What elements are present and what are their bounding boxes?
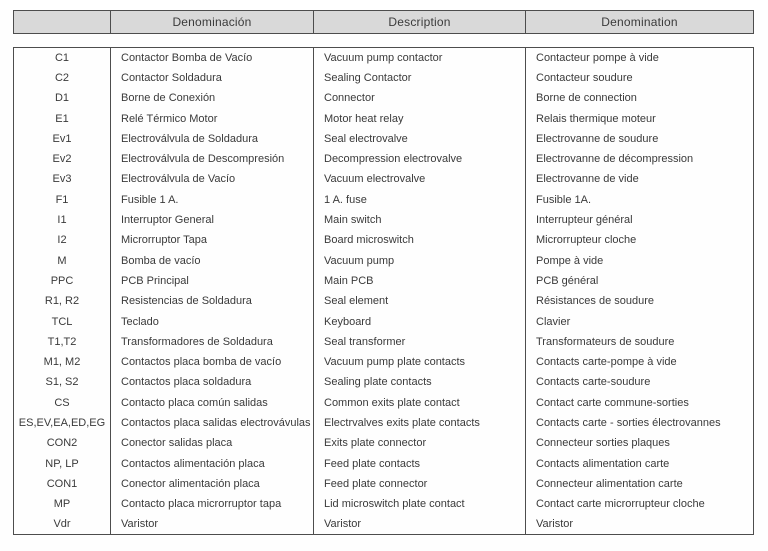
legend-body-table (13, 47, 754, 535)
table-row (14, 311, 754, 331)
cell-english: Connector (314, 88, 526, 108)
cell-english: Motor heat relay (314, 108, 526, 128)
cell-english: Seal transformer (314, 332, 526, 352)
cell-english: Lid microswitch plate contact (314, 494, 526, 514)
table-row (14, 413, 754, 433)
cell-english: Electrvalves exits plate contacts (314, 413, 526, 433)
cell-french: Contacts carte-soudure (526, 372, 754, 392)
cell-english: Seal element (314, 291, 526, 311)
cell-english: Board microswitch (314, 230, 526, 250)
cell-code: Ev3 (14, 169, 111, 189)
cell-english: Main switch (314, 210, 526, 230)
cell-french: Pompe à vide (526, 250, 754, 270)
table-row (14, 433, 754, 453)
cell-english: Vacuum pump contactor (314, 48, 526, 68)
cell-code: S1, S2 (14, 372, 111, 392)
cell-code: CON1 (14, 474, 111, 494)
cell-code: T1,T2 (14, 332, 111, 352)
cell-spanish: Electroválvula de Vacío (111, 169, 314, 189)
table-row (14, 514, 754, 534)
table-row (14, 149, 754, 169)
table-row (14, 108, 754, 128)
cell-spanish: PCB Principal (111, 271, 314, 291)
table-row (14, 453, 754, 473)
cell-french: Contacts alimentation carte (526, 453, 754, 473)
cell-code: Ev2 (14, 149, 111, 169)
cell-spanish: Interruptor General (111, 210, 314, 230)
cell-french: PCB général (526, 271, 754, 291)
cell-spanish: Relé Térmico Motor (111, 108, 314, 128)
cell-english: Common exits plate contact (314, 393, 526, 413)
table-row (14, 230, 754, 250)
table-row (14, 169, 754, 189)
cell-spanish: Microrruptor Tapa (111, 230, 314, 250)
cell-spanish: Contacto placa microrruptor tapa (111, 494, 314, 514)
cell-french: Varistor (526, 514, 754, 534)
header-row (14, 11, 754, 34)
cell-spanish: Teclado (111, 311, 314, 331)
cell-spanish: Contactor Soldadura (111, 68, 314, 88)
cell-english: Feed plate contacts (314, 453, 526, 473)
header-cell-denominacion: Denominación (111, 11, 314, 34)
cell-french: Electrovanne de décompression (526, 149, 754, 169)
cell-french: Electrovanne de soudure (526, 129, 754, 149)
header-cell-description: Description (314, 11, 526, 34)
cell-english: Exits plate connector (314, 433, 526, 453)
cell-english: Vacuum electrovalve (314, 169, 526, 189)
cell-spanish: Contactor Bomba de Vacío (111, 48, 314, 68)
cell-english: Seal electrovalve (314, 129, 526, 149)
table-row (14, 291, 754, 311)
cell-english: Vacuum pump plate contacts (314, 352, 526, 372)
cell-french: Electrovanne de vide (526, 169, 754, 189)
cell-spanish: Borne de Conexión (111, 88, 314, 108)
header-cell-code (14, 11, 111, 34)
table-row (14, 68, 754, 88)
cell-spanish: Bomba de vacío (111, 250, 314, 270)
cell-code: CON2 (14, 433, 111, 453)
cell-code: MP (14, 494, 111, 514)
cell-french: Contacteur soudure (526, 68, 754, 88)
cell-code: I1 (14, 210, 111, 230)
cell-code: TCL (14, 311, 111, 331)
cell-french: Contact carte commune-sorties (526, 393, 754, 413)
cell-english: Varistor (314, 514, 526, 534)
cell-spanish: Varistor (111, 514, 314, 534)
table-row (14, 210, 754, 230)
table-row (14, 129, 754, 149)
cell-code: PPC (14, 271, 111, 291)
table-row (14, 88, 754, 108)
cell-spanish: Conector alimentación placa (111, 474, 314, 494)
cell-french: Transformateurs de soudure (526, 332, 754, 352)
cell-spanish: Transformadores de Soldadura (111, 332, 314, 352)
cell-code: C1 (14, 48, 111, 68)
cell-spanish: Contactos placa soldadura (111, 372, 314, 392)
header-cell-denomination: Denomination (526, 11, 754, 34)
table-row (14, 250, 754, 270)
table-row (14, 494, 754, 514)
cell-code: ES,EV,EA,ED,EG (14, 413, 111, 433)
cell-french: Contacts carte-pompe à vide (526, 352, 754, 372)
cell-code: Ev1 (14, 129, 111, 149)
cell-spanish: Electroválvula de Descompresión (111, 149, 314, 169)
table-row (14, 474, 754, 494)
table-row (14, 352, 754, 372)
cell-spanish: Fusible 1 A. (111, 190, 314, 210)
cell-code: C2 (14, 68, 111, 88)
cell-english: Sealing plate contacts (314, 372, 526, 392)
cell-spanish: Contactos placa salidas electrovávulas (111, 413, 314, 433)
cell-french: Contact carte microrrupteur cloche (526, 494, 754, 514)
cell-code: R1, R2 (14, 291, 111, 311)
table-row (14, 332, 754, 352)
cell-french: Contacts carte - sorties électrovannes (526, 413, 754, 433)
cell-code: E1 (14, 108, 111, 128)
cell-english: 1 A. fuse (314, 190, 526, 210)
cell-spanish: Contacto placa común salidas (111, 393, 314, 413)
cell-french: Connecteur sorties plaques (526, 433, 754, 453)
cell-code: M (14, 250, 111, 270)
cell-french: Résistances de soudure (526, 291, 754, 311)
cell-english: Decompression electrovalve (314, 149, 526, 169)
cell-french: Connecteur alimentation carte (526, 474, 754, 494)
table-row (14, 372, 754, 392)
cell-english: Sealing Contactor (314, 68, 526, 88)
cell-code: F1 (14, 190, 111, 210)
cell-code: M1, M2 (14, 352, 111, 372)
table-row (14, 271, 754, 291)
table-row (14, 48, 754, 68)
cell-code: I2 (14, 230, 111, 250)
cell-code: Vdr (14, 514, 111, 534)
document-page (0, 10, 768, 551)
cell-spanish: Resistencias de Soldadura (111, 291, 314, 311)
cell-spanish: Conector salidas placa (111, 433, 314, 453)
cell-french: Relais thermique moteur (526, 108, 754, 128)
cell-code: D1 (14, 88, 111, 108)
cell-english: Feed plate connector (314, 474, 526, 494)
cell-code: NP, LP (14, 453, 111, 473)
cell-spanish: Contactos alimentación placa (111, 453, 314, 473)
cell-french: Clavier (526, 311, 754, 331)
cell-spanish: Electroválvula de Soldadura (111, 129, 314, 149)
table-row (14, 190, 754, 210)
cell-english: Main PCB (314, 271, 526, 291)
cell-french: Borne de connection (526, 88, 754, 108)
legend-header-table (13, 10, 754, 34)
cell-spanish: Contactos placa bomba de vacío (111, 352, 314, 372)
cell-code: CS (14, 393, 111, 413)
cell-english: Keyboard (314, 311, 526, 331)
cell-french: Contacteur pompe à vide (526, 48, 754, 68)
table-row (14, 393, 754, 413)
cell-french: Fusible 1A. (526, 190, 754, 210)
cell-french: Microrrupteur cloche (526, 230, 754, 250)
cell-english: Vacuum pump (314, 250, 526, 270)
cell-french: Interrupteur général (526, 210, 754, 230)
